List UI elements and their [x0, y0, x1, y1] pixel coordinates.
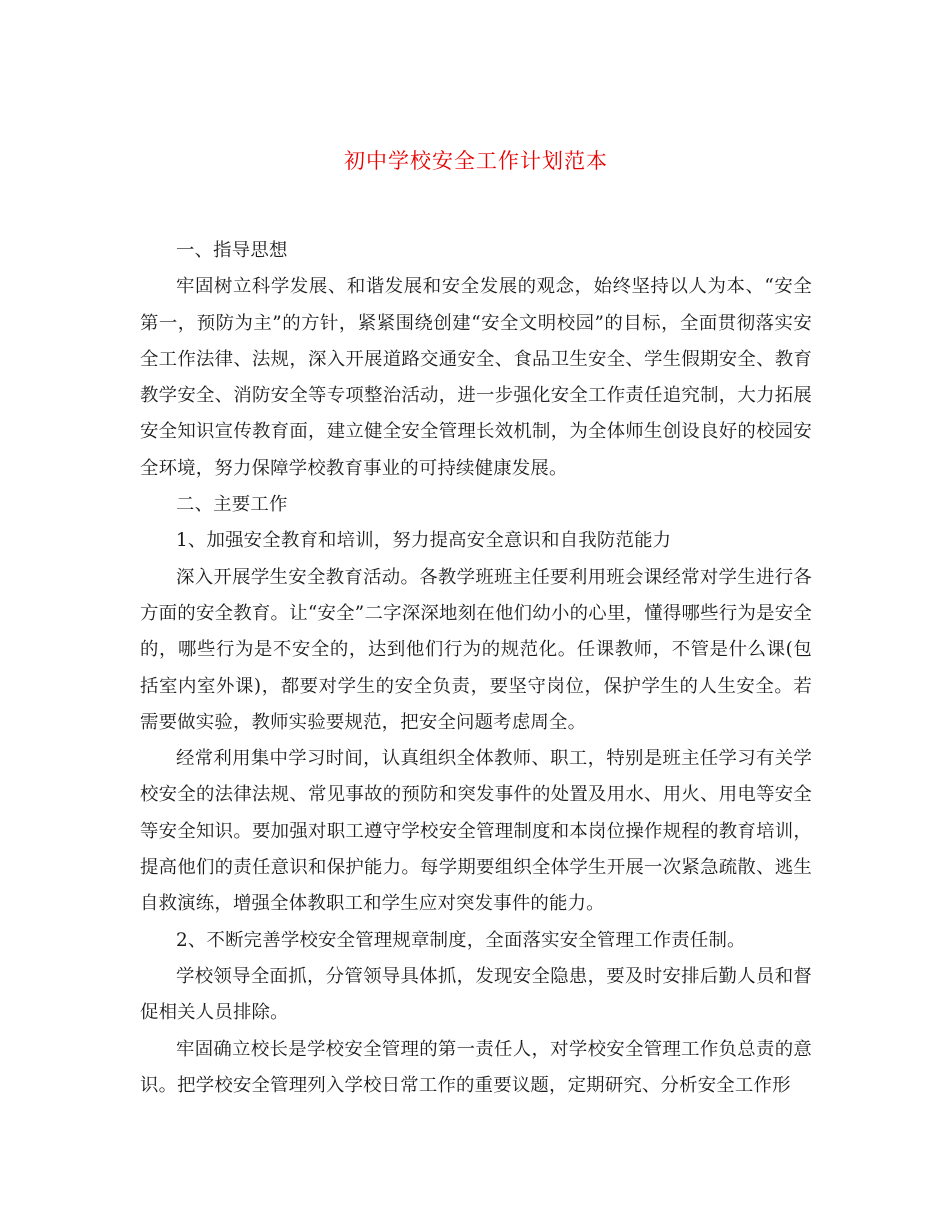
paragraph-principal-responsibility: 牢固确立校长是学校安全管理的第一责任人，对学校安全管理工作负总责的意识。把学校安全管理列入学校日常工作的重要议题，定期研究、分析安全工作形: [140, 1038, 812, 1096]
paragraph-leadership: 学校领导全面抓，分管领导具体抓，发现安全隐患，要及时安排后勤人员和督促相关人员排除。: [140, 965, 812, 1024]
document-title: 初中学校安全工作计划范本: [344, 149, 608, 173]
paragraph-student-education: 深入开展学生安全教育活动。各教学班班主任要利用班会课经常对学生进行各方面的安全教育。让“安全”二字深深地刻在他们幼小的心里，懂得哪些行为是安全的，哪些行为是不安全的，达到他们行为的规范化。任课教师，不管是什么课(包括室内室外课)，都要对学生的安全负责，要坚守岗位，保护学生的人生安全。若需要做实验，教师实验要规范，把安全问题考虑周全。: [140, 566, 812, 733]
heading-guiding-ideology: 一、指导思想: [176, 240, 288, 261]
subheading-management-rules: 2、不断完善学校安全管理规章制度，全面落实安全管理工作责任制。: [176, 929, 746, 951]
paragraph-staff-training: 经常利用集中学习时间，认真组织全体教师、职工，特别是班主任学习有关学校安全的法律法规、常见事故的预防和突发事件的处置及用水、用火、用电等安全等安全知识。要加强对职工遵守学校安全管理制度和本岗位操作规程的教育培训，提高他们的责任意识和保护能力。每学期要组织全体学生开展一次紧急疏散、逃生自救演练，增强全体教职工和学生应对突发事件的能力。: [140, 748, 812, 915]
heading-main-work: 二、主要工作: [176, 494, 288, 516]
paragraph-guiding-ideology: 牢固树立科学发展、和谐发展和安全发展的观念，始终坚持以人为本、“安全第一，预防为主”的方针，紧紧围绕创建“安全文明校园”的目标，全面贯彻落实安全工作法律、法规，深入开展道路交通安全、食品卫生安全、学生假期安全、教育教学安全、消防安全等专项整治活动，进一步强化安全工作责任追究制，大力拓展安全知识宣传教育面，建立健全安全管理长效机制，为全体师生创设良好的校园安全环境，努力保障学校教育事业的可持续健康发展。: [140, 276, 812, 479]
subheading-safety-education: 1、加强安全教育和培训，努力提高安全意识和自我防范能力: [176, 530, 672, 552]
document-body: [140, 233, 812, 1104]
